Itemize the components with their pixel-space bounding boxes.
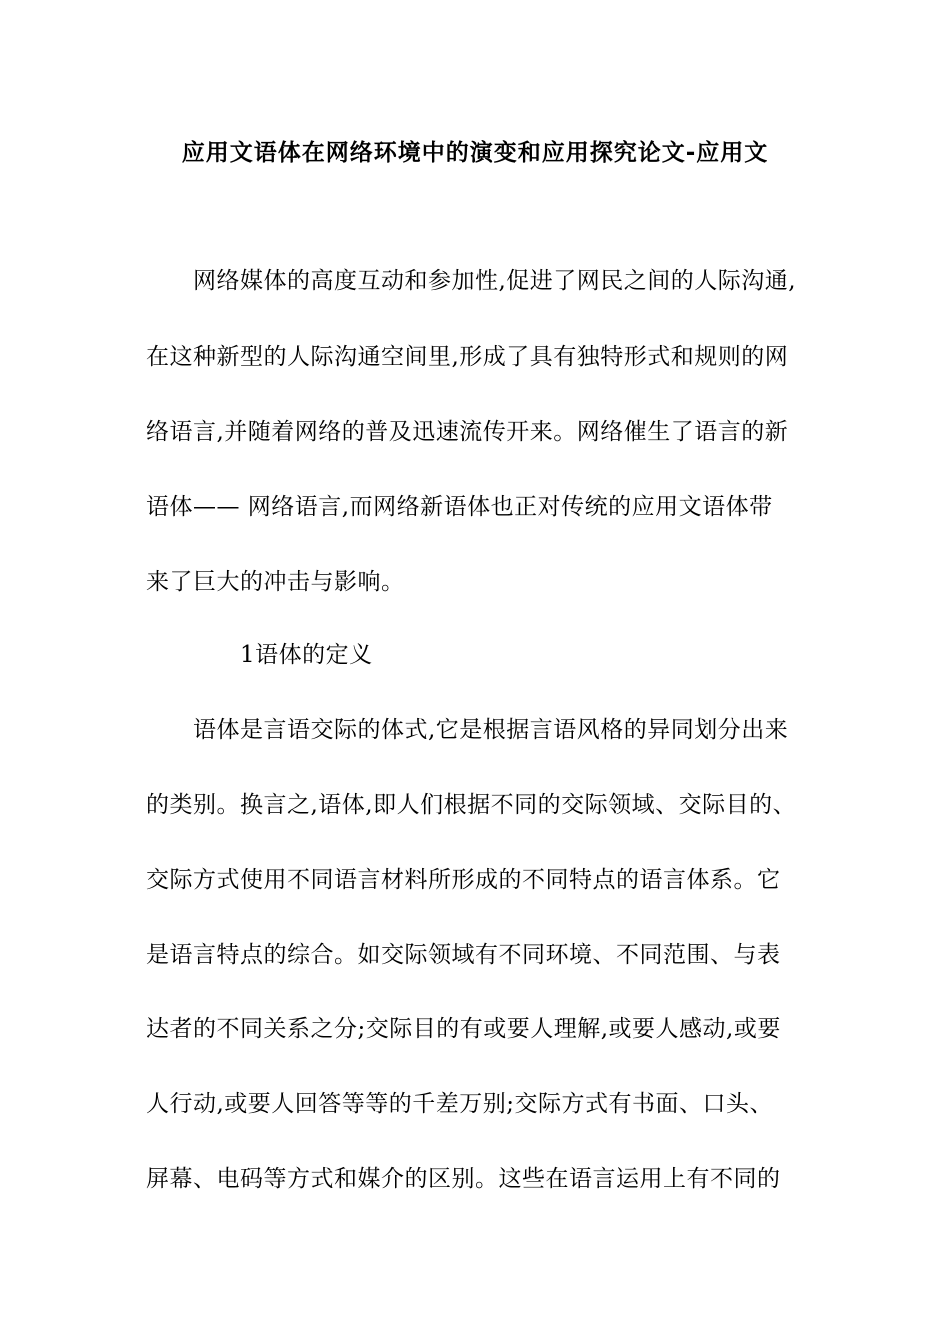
- paragraph-line: 交际方式使用不同语言材料所形成的不同特点的语言体系。它: [146, 867, 781, 893]
- paragraph-line: 的类别。换言之,语体,即人们根据不同的交际领域、交际目的、: [146, 792, 797, 818]
- paragraph-line: 在这种新型的人际沟通空间里,形成了具有独特形式和规则的网: [146, 344, 789, 370]
- paragraph-line: 是语言特点的综合。如交际领域有不同环境、不同范围、与表: [146, 942, 781, 968]
- paragraph-line: 网络媒体的高度互动和参加性,促进了网民之间的人际沟通,: [193, 268, 797, 294]
- paragraph-line: 达者的不同关系之分;交际目的有或要人理解,或要人感动,或要: [146, 1016, 781, 1042]
- paragraph-line: 络语言,并随着网络的普及迅速流传开来。网络催生了语言的新: [146, 419, 789, 445]
- paragraph-line: 语体是言语交际的体式,它是根据言语风格的异同划分出来: [193, 717, 789, 743]
- paragraph-line: 来了巨大的冲击与影响。: [146, 569, 405, 595]
- paragraph-line: 语体—— 网络语言,而网络新语体也正对传统的应用文语体带: [146, 494, 773, 520]
- paragraph-line: 屏幕、电码等方式和媒介的区别。这些在语言运用上有不同的: [146, 1166, 781, 1192]
- document-title: 应用文语体在网络环境中的演变和应用探究论文-应用文: [181, 140, 769, 166]
- section-heading: 1语体的定义: [240, 642, 373, 668]
- paragraph-line: 人行动,或要人回答等等的千差万别;交际方式有书面、口头、: [146, 1091, 774, 1117]
